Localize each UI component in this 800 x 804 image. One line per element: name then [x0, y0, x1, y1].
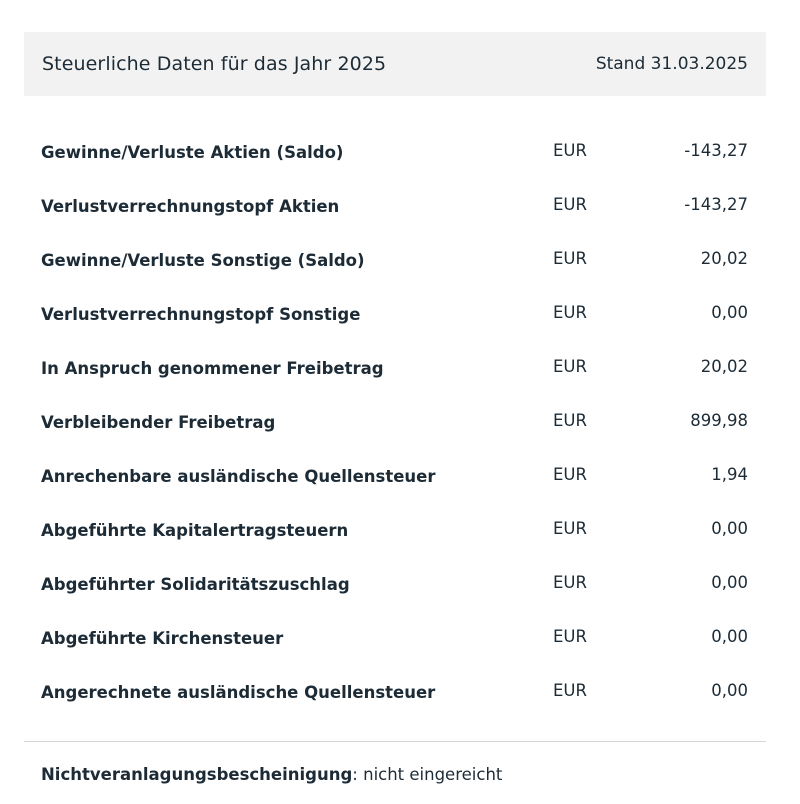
row-currency: EUR	[553, 303, 587, 322]
tax-data-list	[24, 122, 766, 716]
tax-row-solidarity-surcharge	[24, 554, 766, 608]
row-currency: EUR	[553, 195, 587, 214]
row-amount: -143,27	[684, 141, 748, 160]
row-label: Gewinne/Verluste Aktien (Saldo)	[41, 143, 344, 162]
tax-row-allowance-used	[24, 338, 766, 392]
row-amount: -143,27	[684, 195, 748, 214]
tax-row-capital-gains-tax	[24, 500, 766, 554]
row-currency: EUR	[553, 249, 587, 268]
row-currency: EUR	[553, 465, 587, 484]
row-label: Gewinne/Verluste Sonstige (Saldo)	[41, 251, 365, 270]
row-currency: EUR	[553, 357, 587, 376]
row-label: Verlustverrechnungstopf Aktien	[41, 197, 340, 216]
row-label: In Anspruch genommener Freibetrag	[41, 359, 384, 378]
row-currency: EUR	[553, 627, 587, 646]
row-currency: EUR	[553, 141, 587, 160]
row-amount: 0,00	[711, 627, 748, 646]
row-label: Abgeführte Kirchensteuer	[41, 629, 284, 648]
row-amount: 0,00	[711, 519, 748, 538]
row-label: Anrechenbare ausländische Quellensteuer	[41, 467, 436, 486]
tax-row-loss-pot-stocks	[24, 176, 766, 230]
footer-key: Nichtveranlagungsbescheinigung	[41, 765, 353, 784]
row-amount: 899,98	[690, 411, 748, 430]
tax-data-header	[24, 32, 766, 96]
row-label: Angerechnete ausländische Quellensteuer	[41, 683, 436, 702]
row-currency: EUR	[553, 681, 587, 700]
footer-value: nicht eingereicht	[363, 765, 503, 784]
row-label: Verlustverrechnungstopf Sonstige	[41, 305, 361, 324]
row-label: Verbleibender Freibetrag	[41, 413, 276, 432]
tax-row-creditable-foreign-tax	[24, 446, 766, 500]
row-amount: 20,02	[700, 357, 748, 376]
row-label: Abgeführte Kapitalertragsteuern	[41, 521, 349, 540]
non-assessment-certificate-status	[41, 765, 502, 784]
row-amount: 1,94	[711, 465, 748, 484]
section-divider	[24, 741, 766, 742]
tax-row-gains-losses-stocks	[24, 122, 766, 176]
row-currency: EUR	[553, 519, 587, 538]
row-label: Abgeführter Solidaritätszuschlag	[41, 575, 350, 594]
row-currency: EUR	[553, 573, 587, 592]
row-amount: 20,02	[700, 249, 748, 268]
row-amount: 0,00	[711, 681, 748, 700]
tax-row-allowance-remaining	[24, 392, 766, 446]
tax-row-loss-pot-other	[24, 284, 766, 338]
tax-row-credited-foreign-tax	[24, 662, 766, 716]
tax-row-gains-losses-other	[24, 230, 766, 284]
tax-data-card	[24, 32, 766, 716]
page-title: Steuerliche Daten für das Jahr 2025	[42, 53, 387, 75]
as-of-date: Stand 31.03.2025	[595, 54, 748, 74]
footer-separator: :	[352, 765, 358, 784]
tax-row-church-tax	[24, 608, 766, 662]
row-currency: EUR	[553, 411, 587, 430]
row-amount: 0,00	[711, 303, 748, 322]
row-amount: 0,00	[711, 573, 748, 592]
